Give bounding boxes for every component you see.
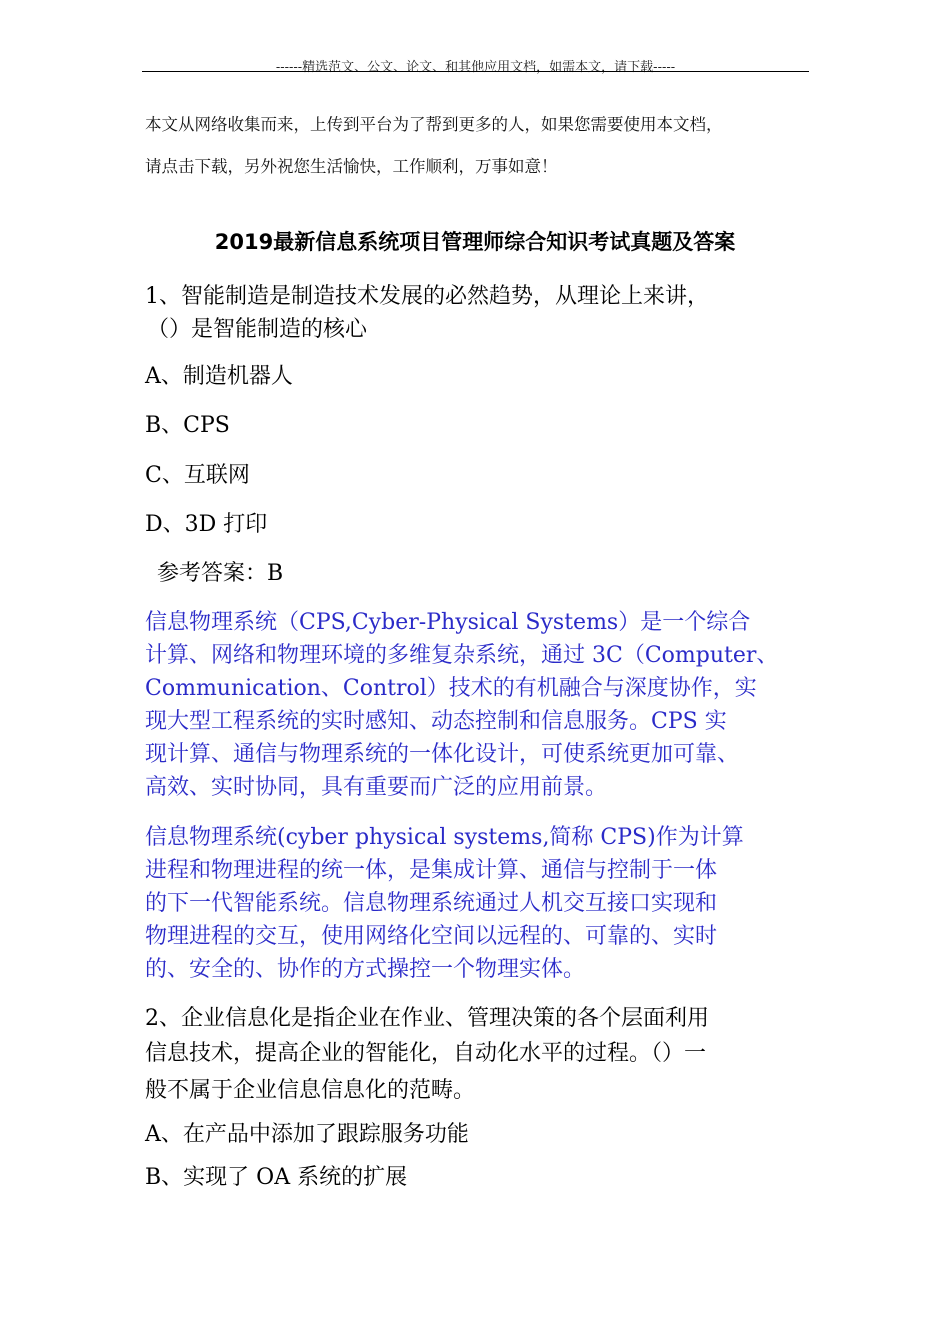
document-title: 2019最新信息系统项目管理师综合知识考试真题及答案: [214, 230, 736, 254]
question-1-answer: 参考答案：B: [157, 561, 284, 586]
explanation-line: 现计算、通信与物理系统的一体化设计，可使系统更加可靠、: [145, 742, 740, 767]
question-1-option-b: B、CPS: [145, 413, 230, 438]
question-2-line-1: 2、企业信息化是指企业在作业、管理决策的各个层面利用: [145, 1006, 709, 1031]
question-2-line-2: 信息技术，提高企业的智能化，自动化水平的过程。（）一: [145, 1041, 707, 1066]
explanation-line: 的、安全的、协作的方式操控一个物理实体。: [145, 957, 586, 982]
header-divider: [142, 71, 809, 72]
intro-line-1: 本文从网络收集而来，上传到平台为了帮到更多的人，如果您需要使用本文档，: [145, 115, 723, 134]
explanation-line: 信息物理系统(cyber physical systems,简称 CPS)作为计算: [145, 825, 744, 850]
question-2-option-b: B、实现了 OA 系统的扩展: [145, 1165, 408, 1190]
question-1-explanation-1: [145, 606, 810, 804]
explanation-line: 信息物理系统（CPS,Cyber-Physical Systems）是一个综合: [145, 610, 751, 635]
explanation-line: 高效、实时协同，具有重要而广泛的应用前景。: [145, 775, 608, 800]
explanation-line: 的下一代智能系统。信息物理系统通过人机交互接口实现和: [145, 891, 718, 916]
page-header-banner: ------精选范文、公文、论文、和其他应用文档，如需本文，请下载-----: [275, 60, 676, 75]
question-1-explanation-2: [145, 821, 810, 986]
question-2-line-3: 般不属于企业信息信息化的范畴。: [145, 1078, 476, 1103]
question-1-line-2: （）是智能制造的核心: [147, 317, 368, 342]
explanation-line: 计算、网络和物理环境的多维复杂系统，通过 3C（Computer、: [145, 643, 779, 668]
intro-paragraph: [145, 104, 815, 188]
question-1-line-1: 1、智能制造是制造技术发展的必然趋势，从理论上来讲，: [145, 284, 709, 309]
question-1-option-d: D、3D 打印: [145, 512, 268, 537]
explanation-line: 物理进程的交互，使用网络化空间以远程的、可靠的、实时: [145, 924, 718, 949]
question-1-stem: [145, 280, 810, 346]
question-2-stem: [145, 1001, 810, 1108]
question-2-option-a: A、在产品中添加了跟踪服务功能: [145, 1122, 469, 1147]
intro-line-2: 请点击下载，另外祝您生活愉快，工作顺利，万事如意！: [145, 157, 558, 176]
question-1-option-c: C、互联网: [145, 463, 250, 488]
question-1-option-a: A、制造机器人: [145, 364, 293, 389]
explanation-line: Communication、Control）技术的有机融合与深度协作，实: [145, 676, 757, 701]
explanation-line: 进程和物理进程的统一体，是集成计算、通信与控制于一体: [145, 858, 718, 883]
explanation-line: 现大型工程系统的实时感知、动态控制和信息服务。CPS 实: [145, 709, 727, 734]
